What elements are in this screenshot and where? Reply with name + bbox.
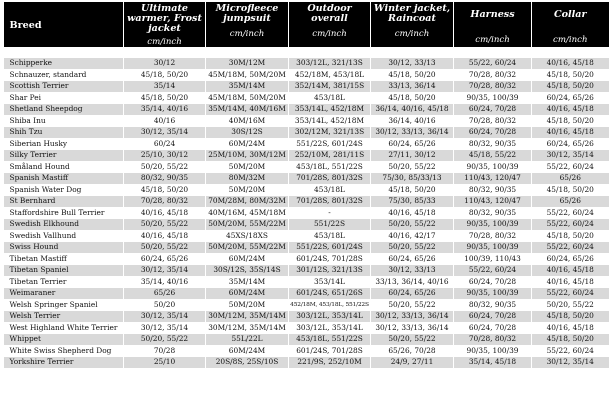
- size-cell: 65/26: [532, 196, 609, 208]
- size-cell: 90/35, 100/39: [454, 242, 532, 254]
- size-cell: 90/35, 100/39: [454, 92, 532, 104]
- size-cell: 70/28, 80/32: [454, 81, 532, 93]
- header-row: [4, 2, 609, 47]
- size-cell: 353/14L, 452/18M: [289, 115, 371, 127]
- size-cell: 40/16, 45/18: [532, 127, 609, 139]
- table-row: [4, 299, 609, 311]
- breed-cell: White Swiss Shepherd Dog: [4, 345, 124, 357]
- header-harness: [454, 2, 532, 47]
- size-cell: 45M/18M, 50M/20M: [206, 92, 289, 104]
- table-row: [4, 58, 609, 70]
- table-row: [4, 104, 609, 116]
- size-cell: 453/18L: [289, 184, 371, 196]
- header-collar: [532, 2, 609, 47]
- table-row: [4, 207, 609, 219]
- breed-cell: Shiba Inu: [4, 115, 124, 127]
- size-cell: 30/12, 33/13, 36/14: [371, 322, 454, 334]
- size-cell: 452/18M, 453/18L: [289, 69, 371, 81]
- size-cell: 80/32, 90/35: [454, 184, 532, 196]
- size-cell: 30/12, 33/13: [371, 58, 454, 70]
- size-cell: 60M/24M: [206, 253, 289, 265]
- size-cell: 25/10, 30/12: [124, 150, 206, 162]
- size-cell: 100/39, 110/43: [454, 253, 532, 265]
- size-cell: 35/14, 40/16: [124, 104, 206, 116]
- size-cell: 35M/14M: [206, 276, 289, 288]
- breed-cell: St Bernhard: [4, 196, 124, 208]
- size-cell: 60/24, 65/26: [371, 288, 454, 300]
- size-cell: 50/20, 55/22: [532, 299, 609, 311]
- size-cell: 35/14, 45/18: [454, 357, 532, 369]
- size-cell: 55L/22L: [206, 334, 289, 346]
- breed-cell: Weimaraner: [4, 288, 124, 300]
- size-cell: 70/28, 80/32: [454, 115, 532, 127]
- size-cell: 80/32, 90/35: [454, 299, 532, 311]
- size-cell: 55/22, 60/24: [532, 161, 609, 173]
- table-row: [4, 345, 609, 357]
- table-row: [4, 357, 609, 369]
- size-cell: 30M/12M, 35M/14M: [206, 322, 289, 334]
- size-cell: 40/16, 45/18: [124, 207, 206, 219]
- size-cell: 40M/16M: [206, 115, 289, 127]
- size-cell: 50/20: [124, 299, 206, 311]
- size-cell: 36/14, 40/16: [371, 115, 454, 127]
- size-cell: 40/16, 45/18: [532, 276, 609, 288]
- size-cell: 50/20, 55/22: [371, 161, 454, 173]
- size-cell: 90/35, 100/39: [454, 161, 532, 173]
- size-cell: 60/24: [124, 138, 206, 150]
- size-cell: 110/43, 120/47: [454, 196, 532, 208]
- size-cell: 70/28, 80/32: [454, 334, 532, 346]
- size-cell: 453/18L: [289, 230, 371, 242]
- size-cell: 30/12, 35/14: [532, 357, 609, 369]
- size-cell: 50/20, 55/22: [124, 334, 206, 346]
- table-row: [4, 288, 609, 300]
- size-cell: 551/22S, 601/24S: [289, 242, 371, 254]
- header-title: Microfleece jumpsuit: [215, 3, 279, 24]
- size-cell: 80/32, 90/35: [124, 173, 206, 185]
- size-cell: 701/28S, 801/32S: [289, 196, 371, 208]
- table-row: [4, 196, 609, 208]
- breed-cell: Shih Tzu: [4, 127, 124, 139]
- header-overall: [289, 2, 371, 47]
- breed-cell: Scottish Terrier: [4, 81, 124, 93]
- size-table: [3, 2, 609, 369]
- size-cell: 303/12L, 321/13S: [289, 58, 371, 70]
- table-row: [4, 265, 609, 277]
- size-cell: 30/12: [124, 58, 206, 70]
- size-cell: 55/22, 60/24: [454, 58, 532, 70]
- size-cell: 30/12, 35/14: [124, 127, 206, 139]
- breed-cell: Småland Hound: [4, 161, 124, 173]
- size-cell: 50/20, 55/22: [124, 161, 206, 173]
- breed-cell: Tibetan Spaniel: [4, 265, 124, 277]
- table-row: [4, 81, 609, 93]
- size-cell: 55/22, 60/24: [454, 265, 532, 277]
- size-cell: 60/24, 65/26: [532, 138, 609, 150]
- size-cell: 45XS/18XS: [206, 230, 289, 242]
- size-cell: 40/16, 45/18: [124, 230, 206, 242]
- size-cell: 551/22S: [289, 219, 371, 231]
- size-cell: 60M/24M: [206, 345, 289, 357]
- size-cell: 40M/16M, 45M/18M: [206, 207, 289, 219]
- size-cell: 50M/20M: [206, 184, 289, 196]
- breed-cell: Staffordshire Bull Terrier: [4, 207, 124, 219]
- size-cell: 60/24, 65/26: [532, 253, 609, 265]
- header-unit: cm/inch: [475, 35, 510, 45]
- breed-cell: Welsh Springer Spaniel: [4, 299, 124, 311]
- table-row: [4, 115, 609, 127]
- size-cell: 35M/14M: [206, 81, 289, 93]
- header-unit: cm/inch: [147, 37, 182, 47]
- size-cell: 90/35, 100/39: [454, 288, 532, 300]
- size-cell: 35M/14M, 40M/16M: [206, 104, 289, 116]
- size-cell: 90/35, 100/39: [454, 345, 532, 357]
- table-body: [4, 47, 609, 368]
- size-cell: 302/12M, 321/13S: [289, 127, 371, 139]
- table-row: [4, 253, 609, 265]
- size-cell: 303/12L, 353/14L: [289, 311, 371, 323]
- size-cell: 30/12, 35/14: [124, 322, 206, 334]
- breed-cell: Swiss Hound: [4, 242, 124, 254]
- size-cell: 453/18L, 551/22S: [289, 161, 371, 173]
- size-cell: 30/12, 33/13, 36/14: [371, 311, 454, 323]
- size-cell: 55/22, 60/24: [532, 288, 609, 300]
- table-row: [4, 230, 609, 242]
- table-row: [4, 184, 609, 196]
- table-row: [4, 242, 609, 254]
- size-cell: 45/18, 50/20: [124, 69, 206, 81]
- breed-cell: Spanish Water Dog: [4, 184, 124, 196]
- header-unit: cm/inch: [312, 29, 347, 39]
- size-cell: 70/28, 80/32: [454, 69, 532, 81]
- header-unit: cm/inch: [229, 29, 265, 39]
- size-cell: 701/28S, 801/32S: [289, 173, 371, 185]
- size-cell: 30/12, 33/13: [371, 265, 454, 277]
- table-row: [4, 219, 609, 231]
- size-cell: -: [289, 207, 371, 219]
- size-cell: 45/18, 50/20: [532, 311, 609, 323]
- size-cell: 110/43, 120/47: [454, 173, 532, 185]
- size-cell: 45/18, 50/20: [532, 115, 609, 127]
- header-winter-jacket: [371, 2, 454, 47]
- table-row: [4, 173, 609, 185]
- table-row: [4, 276, 609, 288]
- header-breed: Breed: [4, 2, 124, 47]
- size-cell: 75/30, 85/33: [371, 196, 454, 208]
- header-title: Collar: [553, 9, 587, 20]
- size-cell: 60/24, 65/26: [371, 138, 454, 150]
- size-cell: 30/12, 33/13, 36/14: [371, 127, 454, 139]
- header-jumpsuit: [206, 2, 289, 47]
- size-cell: 40/16, 42/17: [371, 230, 454, 242]
- size-cell: 353/14L, 452/18M: [289, 104, 371, 116]
- size-cell: 221/9S, 252/10M: [289, 357, 371, 369]
- size-cell: 40/16: [124, 115, 206, 127]
- size-cell: 24/9, 27/11: [371, 357, 454, 369]
- size-cell: 70/28, 80/32: [454, 230, 532, 242]
- header-unit: cm/inch: [553, 35, 588, 45]
- size-cell: 80/32, 90/35: [454, 207, 532, 219]
- size-cell: 20S/8S, 25S/10S: [206, 357, 289, 369]
- size-cell: 65/26: [124, 288, 206, 300]
- size-cell: 45/18, 50/20: [371, 92, 454, 104]
- size-cell: 601/24S, 701/28S: [289, 253, 371, 265]
- table-row: [4, 334, 609, 346]
- breed-cell: Swedish Elkhound: [4, 219, 124, 231]
- breed-cell: Whippet: [4, 334, 124, 346]
- table-row: [4, 311, 609, 323]
- size-cell: 352/14M, 381/15S: [289, 81, 371, 93]
- size-cell: 45/18, 50/20: [532, 334, 609, 346]
- table-row: [4, 322, 609, 334]
- size-cell: 50/20, 55/22: [124, 219, 206, 231]
- size-cell: 50/20, 55/22: [371, 242, 454, 254]
- table-row: [4, 69, 609, 81]
- size-cell: 40/16, 45/18: [532, 104, 609, 116]
- size-cell: 50/20, 55/22: [371, 299, 454, 311]
- size-cell: 90/35, 100/39: [454, 219, 532, 231]
- size-cell: 45M/18M, 50M/20M: [206, 69, 289, 81]
- breed-cell: Welsh Terrier: [4, 311, 124, 323]
- size-cell: 35/14: [124, 81, 206, 93]
- table-row: [4, 161, 609, 173]
- size-cell: 45/18, 50/20: [371, 184, 454, 196]
- size-cell: 30S/12S, 35S/14S: [206, 265, 289, 277]
- size-cell: 25/10: [124, 357, 206, 369]
- size-cell: 45/18, 55/22: [454, 150, 532, 162]
- table-row: [4, 150, 609, 162]
- size-cell: 45/18, 50/20: [124, 184, 206, 196]
- size-cell: 601/24S, 701/28S: [289, 345, 371, 357]
- size-cell: 50/20, 55/22: [371, 334, 454, 346]
- header-unit: cm/inch: [394, 29, 430, 39]
- size-cell: 452/18M, 453/18L, 551/22S: [289, 299, 371, 311]
- breed-cell: Shetland Sheepdog: [4, 104, 124, 116]
- size-cell: 27/11, 30/12: [371, 150, 454, 162]
- header-title: Ultimate warmer, Frost jacket: [127, 3, 202, 34]
- size-cell: 50M/20M, 55M/22M: [206, 219, 289, 231]
- size-cell: 30/12, 35/14: [124, 311, 206, 323]
- breed-cell: Schipperke: [4, 58, 124, 70]
- breed-cell: Spanish Mastiff: [4, 173, 124, 185]
- table-row: [4, 138, 609, 150]
- size-cell: 30/12, 35/14: [124, 265, 206, 277]
- size-cell: 60/24, 65/26: [124, 253, 206, 265]
- size-cell: 70M/28M, 80M/32M: [206, 196, 289, 208]
- size-cell: 25M/10M, 30M/12M: [206, 150, 289, 162]
- size-cell: 80/32, 90/35: [454, 138, 532, 150]
- size-cell: 40/16, 45/18: [532, 322, 609, 334]
- size-cell: 65/26: [532, 173, 609, 185]
- size-cell: 60/24, 70/28: [454, 322, 532, 334]
- size-cell: 60/24, 65/26: [371, 253, 454, 265]
- size-cell: 55/22, 60/24: [532, 345, 609, 357]
- table-row: [4, 127, 609, 139]
- size-cell: 50M/20M: [206, 161, 289, 173]
- breed-cell: Tibetan Mastiff: [4, 253, 124, 265]
- size-cell: 60/24, 65/26: [532, 92, 609, 104]
- size-cell: 75/30, 85/33/13: [371, 173, 454, 185]
- size-cell: 30M/12M, 35M/14M: [206, 311, 289, 323]
- size-cell: 50/20, 55/22: [124, 242, 206, 254]
- breed-cell: Shar Pei: [4, 92, 124, 104]
- breed-cell: Swedish Vallhund: [4, 230, 124, 242]
- size-cell: 45/18, 50/20: [124, 92, 206, 104]
- size-cell: 36/14, 40/16, 45/18: [371, 104, 454, 116]
- size-cell: 45/18, 50/20: [532, 69, 609, 81]
- size-cell: 55/22, 60/24: [532, 242, 609, 254]
- header-title: Outdoor overall: [307, 3, 352, 24]
- table-row: [4, 92, 609, 104]
- size-cell: 70/28: [124, 345, 206, 357]
- size-cell: 60M/24M: [206, 288, 289, 300]
- size-cell: 50M/20M: [206, 299, 289, 311]
- size-cell: 40/16, 45/18: [371, 207, 454, 219]
- size-cell: 33/13, 36/14: [371, 81, 454, 93]
- size-cell: 30/12, 35/14: [532, 150, 609, 162]
- header-title: Harness: [470, 9, 515, 20]
- size-cell: 80M/32M: [206, 173, 289, 185]
- size-cell: 30S/12S: [206, 127, 289, 139]
- size-cell: 65/26, 70/28: [371, 345, 454, 357]
- size-cell: 45/18, 50/20: [532, 81, 609, 93]
- size-cell: 40/16, 45/18: [532, 265, 609, 277]
- size-cell: 60/24, 70/28: [454, 104, 532, 116]
- size-cell: 60M/24M: [206, 138, 289, 150]
- size-cell: 453/18L, 551/22S: [289, 334, 371, 346]
- size-cell: 50M/20M, 55M/22M: [206, 242, 289, 254]
- size-cell: 55/22, 60/24: [532, 219, 609, 231]
- size-cell: 303/12L, 353/14L: [289, 322, 371, 334]
- size-cell: 60/24, 70/28: [454, 311, 532, 323]
- breed-cell: Tibetan Terrier: [4, 276, 124, 288]
- size-cell: 453/18L: [289, 92, 371, 104]
- header-frost-jacket: [124, 2, 206, 47]
- size-cell: 35/14, 40/16: [124, 276, 206, 288]
- breed-cell: Schnauzer, standard: [4, 69, 124, 81]
- size-cell: 40/16, 45/18: [532, 58, 609, 70]
- size-cell: 50/20, 55/22: [371, 219, 454, 231]
- size-cell: 301/12S, 321/13S: [289, 265, 371, 277]
- breed-cell: Silky Terrier: [4, 150, 124, 162]
- breed-cell: Siberian Husky: [4, 138, 124, 150]
- breed-cell: West Highland White Terrier: [4, 322, 124, 334]
- size-cell: 60/24, 70/28: [454, 127, 532, 139]
- size-cell: 55/22, 60/24: [532, 207, 609, 219]
- header-title: Winter jacket, Raincoat: [373, 3, 451, 24]
- size-cell: 353/14L: [289, 276, 371, 288]
- size-cell: 252/10M, 281/11S: [289, 150, 371, 162]
- size-cell: 551/22S, 601/24S: [289, 138, 371, 150]
- breed-cell: Yorkshire Terrier: [4, 357, 124, 369]
- size-cell: 30M/12M: [206, 58, 289, 70]
- size-cell: 33/13, 36/14, 40/16: [371, 276, 454, 288]
- size-cell: 45/18, 50/20: [371, 69, 454, 81]
- size-cell: 60/24, 70/28: [454, 276, 532, 288]
- size-cell: 601/24S, 651/26S: [289, 288, 371, 300]
- size-cell: 70/28, 80/32: [124, 196, 206, 208]
- size-cell: 45/18, 50/20: [532, 184, 609, 196]
- size-cell: 45/18, 50/20: [532, 230, 609, 242]
